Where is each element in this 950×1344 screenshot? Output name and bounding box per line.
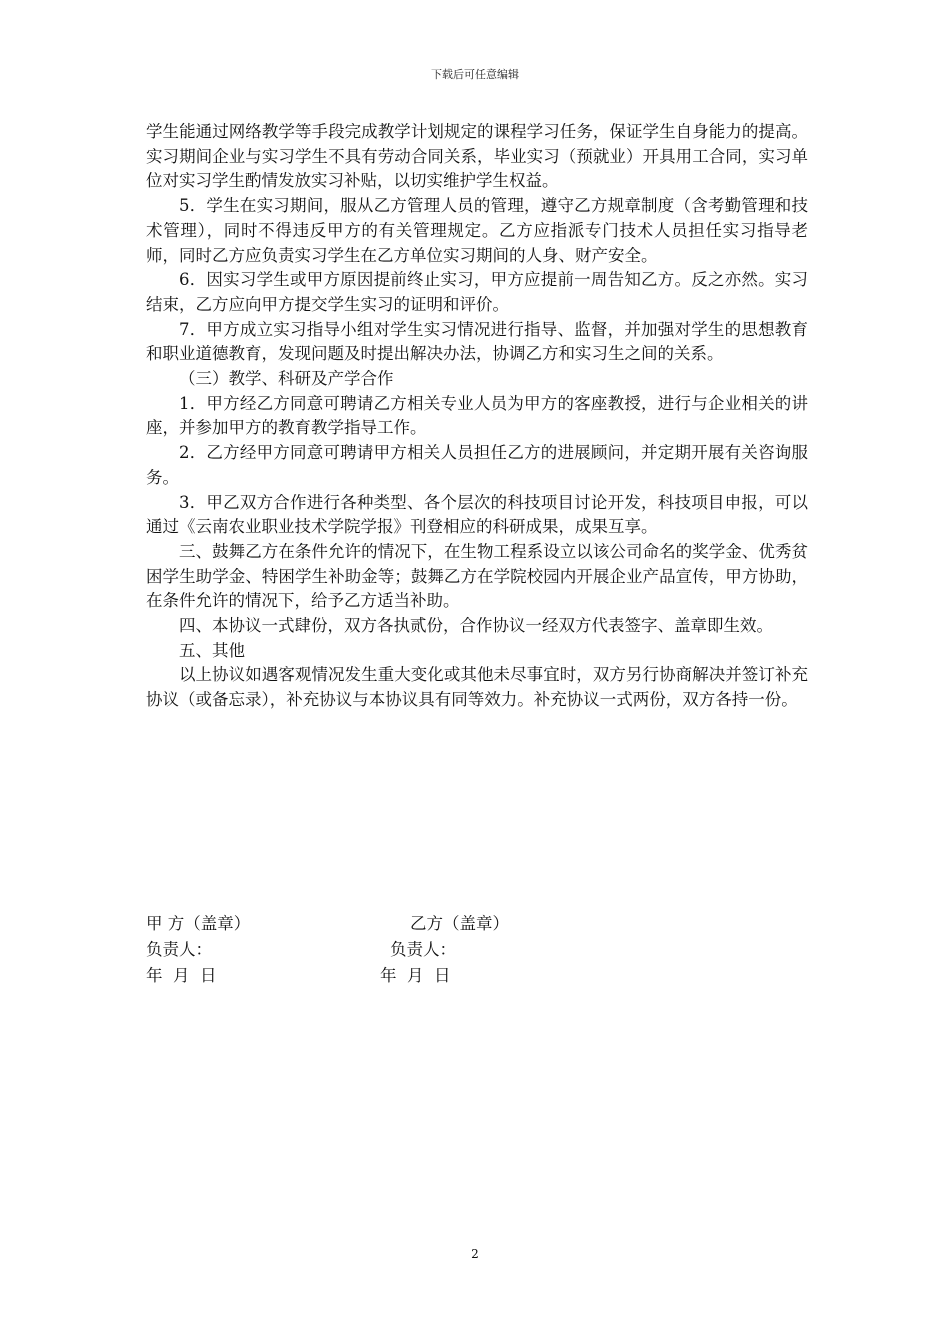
party-a-seal: 甲 方（盖章） — [146, 914, 251, 933]
paragraph: 以上协议如遇客观情况发生重大变化或其他未尽事宜时，双方另行协商解决并签订补充协议（或备忘录），补充协议与本协议具有同等效力。补充协议一式两份，双方各持一份。 — [146, 665, 808, 710]
section-heading: 五、其他 — [179, 640, 245, 660]
paragraph: 2．乙方经甲方同意可聘请甲方相关人员担任乙方的进展顾问，并定期开展有关咨询服务。 — [146, 443, 808, 487]
party-b-responsible: 负责人： — [390, 940, 456, 959]
paragraph: 1．甲方经乙方同意可聘请乙方相关专业人员为甲方的客座教授，进行与企业相关的讲座，并参加甲方的教育教学指导工作。 — [146, 393, 808, 438]
document-body — [146, 120, 808, 713]
paragraph: 学生能通过网络教学等手段完成教学计划规定的课程学习任务，保证学生自身能力的提高。实习期间企业与实习学生不具有劳动合同关系，毕业实习（预就业）开具用工合同，实习单位对实习学生酌情发放实习补贴，以切实维护学生权益。 — [146, 122, 808, 191]
paragraph: 3．甲乙双方合作进行各种类型、各个层次的科技项目讨论开发，科技项目申报，可以通过《云南农业职业技术学院学报》刊登相应的科研成果，成果互享。 — [146, 492, 808, 537]
paragraph: 三、鼓舞乙方在条件允许的情况下，在生物工程系设立以该公司命名的奖学金、优秀贫困学生助学金、特困学生补助金等；鼓舞乙方在学院校园内开展企业产品宣传，甲方协助，在条件允许的情况下，给予乙方适当补助。 — [146, 541, 808, 611]
party-a-responsible: 负责人： — [146, 940, 212, 959]
section-heading: （三）教学、科研及产学合作 — [179, 369, 394, 389]
page-number: 2 — [471, 1247, 479, 1261]
paragraph: 6．因实习学生或甲方原因提前终止实习，甲方应提前一周告知乙方。反之亦然。实习结束，乙方应向甲方提交学生实习的证明和评价。 — [146, 270, 808, 314]
party-a-date: 年 月 日 — [146, 966, 217, 985]
party-b-date: 年 月 日 — [380, 966, 451, 985]
party-b-seal: 乙方（盖章） — [410, 914, 509, 933]
paragraph: 四、本协议一式肆份，双方各执贰份，合作协议一经双方代表签字、盖章即生效。 — [179, 616, 773, 636]
paragraph: 5．学生在实习期间，服从乙方管理人员的管理，遵守乙方规章制度（含考勤管理和技术管理），同时不得违反甲方的有关管理规定。乙方应指派专门技术人员担任实习指导老师，同时乙方应负责实习学生在乙方单位实习期间的人身、财产安全。 — [146, 196, 808, 265]
paragraph: 7．甲方成立实习指导小组对学生实习情况进行指导、监督，并加强对学生的思想教育和职业道德教育，发现问题及时提出解决办法，协调乙方和实习生之间的关系。 — [146, 319, 808, 364]
page-header: 下载后可任意编辑 — [431, 68, 519, 81]
